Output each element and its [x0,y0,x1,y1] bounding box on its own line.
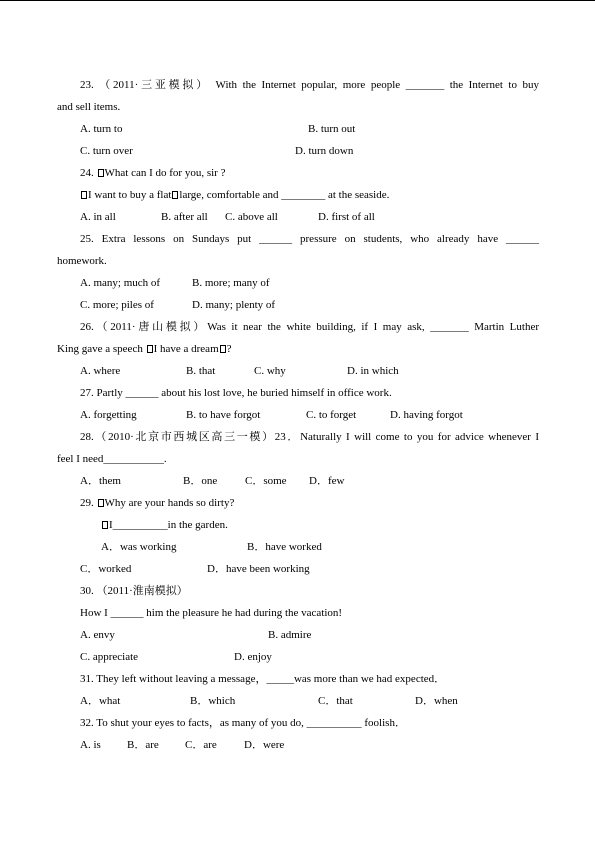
q28-option-a[interactable]: A．them [80,475,121,487]
q30-option-d[interactable]: D. enjoy [234,651,272,663]
q29-answer-text: I__________in the garden. [109,519,228,531]
q26-option-b[interactable]: B. that [186,365,216,377]
q24-answer-text-b: large, comfortable and ________ at the seaside. [179,189,390,201]
q26-stem-line1: 26.（2011·唐山模拟）Was it near the white building, if I may ask, _______ Martin Luther [80,321,539,333]
q25-option-a[interactable]: A. many; much of [80,277,161,289]
q29-line2 [101,519,228,532]
q28-option-d[interactable]: D．few [309,475,345,487]
q32-option-c[interactable]: C．are [185,739,217,751]
q26-stem-text-c: ? [226,343,232,355]
q26-stem-text-b: I have a dream [153,343,219,355]
q26-stem-text-a: King gave a speech [57,343,143,355]
q24-number: 24. [80,167,94,179]
q31-option-d[interactable]: D．when [415,695,458,707]
missing-glyph-box-icon [81,191,87,199]
missing-glyph-box-icon [102,521,108,529]
q24-line1 [80,167,225,180]
q24-option-a[interactable]: A. in all [80,211,116,223]
q24-option-b[interactable]: B. after all [161,211,208,223]
q24-option-c[interactable]: C. above all [225,211,278,223]
q28-option-c[interactable]: C．some [245,475,287,487]
q27-option-c[interactable]: C. to forget [306,409,357,421]
q29-option-b[interactable]: B．have worked [247,541,322,553]
q25-option-c[interactable]: C. more; piles of [80,299,154,311]
q29-line1 [80,497,234,510]
q24-question-text: What can I do for you, sir ? [104,167,226,179]
q24-option-d[interactable]: D. first of all [318,211,375,223]
q23-option-b[interactable]: B. turn out [308,123,356,135]
q23-stem-line1: 23. （2011·三亚模拟） With the Internet popular, more people _______ the Internet to buy [80,79,539,91]
missing-glyph-box-icon [172,191,178,199]
q28-option-b[interactable]: B．one [183,475,218,487]
q27-option-b[interactable]: B. to have forgot [186,409,261,421]
q30-header: 30. （2011·淮南模拟） [80,585,188,597]
missing-glyph-box-icon [98,499,104,507]
q31-stem: 31. They left without leaving a message，_____was more than we had expected． [80,673,446,685]
q23-option-c[interactable]: C. turn over [80,145,133,157]
q23-option-d[interactable]: D. turn down [295,145,354,157]
top-border-line [0,0,595,1]
q25-option-d[interactable]: D. many; plenty of [192,299,276,311]
q31-option-a[interactable]: A．what [80,695,121,707]
q30-option-c[interactable]: C. appreciate [80,651,139,663]
q32-option-d[interactable]: D．were [244,739,285,751]
q26-option-c[interactable]: C. why [254,365,286,377]
q26-option-d[interactable]: D. in which [347,365,399,377]
q30-option-a[interactable]: A. envy [80,629,115,641]
q24-answer-text-a: I want to buy a flat [88,189,172,201]
q26-option-a[interactable]: A. where [80,365,121,377]
q29-number: 29. [80,497,94,509]
q29-option-a[interactable]: A．was working [101,541,177,553]
q30-stem: How I ______ him the pleasure he had during the vacation! [80,607,343,619]
q32-stem: 32. To shut your eyes to facts，as many of you do, __________ foolish． [80,717,406,729]
q29-question-text: Why are your hands so dirty? [104,497,235,509]
q27-stem: 27. Partly ______ about his lost love, he buried himself in office work. [80,387,392,399]
q32-option-b[interactable]: B．are [127,739,159,751]
q25-stem-line2: homework. [57,255,107,267]
q26-stem-line2 [57,343,232,356]
q31-option-b[interactable]: B．which [190,695,236,707]
q25-option-b[interactable]: B. more; many of [192,277,270,289]
q28-stem-line2: feel I need___________. [57,453,167,465]
q23-option-a[interactable]: A. turn to [80,123,123,135]
q24-line2 [80,189,389,202]
q25-stem-line1: 25. Extra lessons on Sundays put ______ pressure on students, who already have ______ [80,233,539,245]
q29-option-d[interactable]: D．have been working [207,563,310,575]
q28-stem-line1: 28.（2010·北京市西城区高三一模）23．Naturally I will come to you for advice whenever I [80,431,539,443]
q29-option-c[interactable]: C．worked [80,563,132,575]
q27-option-d[interactable]: D. having forgot [390,409,463,421]
missing-glyph-box-icon [220,345,226,353]
missing-glyph-box-icon [98,169,104,177]
missing-glyph-box-icon [147,345,153,353]
q27-option-a[interactable]: A. forgetting [80,409,137,421]
q23-stem-line2: and sell items. [57,101,121,113]
q32-option-a[interactable]: A. is [80,739,101,751]
q30-option-b[interactable]: B. admire [268,629,312,641]
q31-option-c[interactable]: C．that [318,695,353,707]
